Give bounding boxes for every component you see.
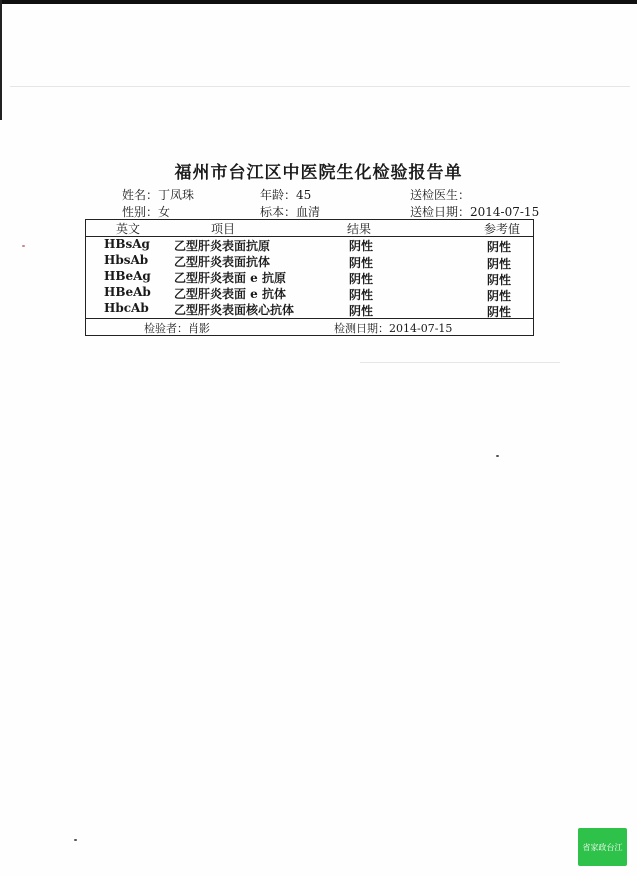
row-5-reference: 阴性	[487, 305, 512, 319]
scan-faint-line	[360, 362, 560, 363]
row-3-result: 阴性	[349, 272, 374, 286]
row-2-reference: 阴性	[487, 257, 512, 271]
sex-label: 性别：	[122, 205, 159, 219]
inspector	[144, 320, 210, 336]
row-1-item: 乙型肝炎表面抗原	[174, 239, 271, 253]
row-2-english: HbsAb	[104, 253, 149, 267]
submission-date	[410, 203, 539, 220]
patient-sex	[122, 203, 170, 220]
header-english: 英文	[116, 222, 141, 236]
sex-value: 女	[158, 205, 171, 219]
row-3-reference: 阴性	[487, 273, 512, 287]
row-1-english: HBsAg	[104, 237, 150, 251]
name-value: 丁凤珠	[158, 188, 195, 202]
scan-left-edge	[0, 0, 2, 120]
doctor-label: 送检医生：	[410, 188, 471, 202]
referring-doctor	[410, 186, 470, 203]
row-1-reference: 阴性	[487, 240, 512, 254]
age-value: 45	[296, 188, 312, 202]
scan-speck	[22, 245, 25, 247]
header-item: 项目	[211, 222, 236, 236]
scan-speck	[74, 839, 77, 841]
inspector-value: 肖影	[188, 322, 210, 335]
watermark-badge: 省家政台江	[578, 828, 627, 866]
test-date-value: 2014-07-15	[389, 322, 453, 335]
row-4-result: 阴性	[349, 288, 374, 302]
row-1-result: 阴性	[349, 239, 374, 253]
report-footer	[85, 319, 534, 336]
patient-age	[260, 186, 311, 203]
inspector-label: 检验者：	[144, 322, 188, 335]
specimen-value: 血清	[296, 205, 321, 219]
header-reference: 参考值	[484, 222, 521, 236]
header-result: 结果	[347, 222, 372, 236]
row-5-item: 乙型肝炎表面核心抗体	[174, 303, 295, 317]
row-2-item: 乙型肝炎表面抗体	[174, 255, 271, 269]
row-5-english: HbcAb	[104, 301, 149, 315]
scan-speck	[496, 455, 499, 457]
test-date	[334, 320, 452, 336]
row-5-result: 阴性	[349, 304, 374, 318]
specimen-label: 标本：	[260, 205, 297, 219]
report-title: 福州市台江区中医院生化检验报告单	[174, 163, 463, 183]
age-label: 年龄：	[260, 188, 297, 202]
row-2-result: 阴性	[349, 256, 374, 270]
row-3-english: HBeAg	[104, 269, 151, 283]
test-date-label: 检测日期：	[334, 322, 389, 335]
row-4-english: HBeAb	[104, 285, 151, 299]
results-table	[85, 219, 534, 319]
header-divider	[86, 236, 533, 237]
patient-name	[122, 186, 194, 203]
row-4-item: 乙型肝炎表面 e 抗体	[174, 287, 286, 301]
scan-faint-line	[10, 86, 630, 87]
specimen	[260, 203, 320, 220]
row-3-item: 乙型肝炎表面 e 抗原	[174, 271, 286, 285]
date-value: 2014-07-15	[470, 205, 540, 219]
scan-top-edge	[0, 0, 637, 4]
date-label: 送检日期：	[410, 205, 471, 219]
name-label: 姓名：	[122, 188, 159, 202]
row-4-reference: 阴性	[487, 289, 512, 303]
